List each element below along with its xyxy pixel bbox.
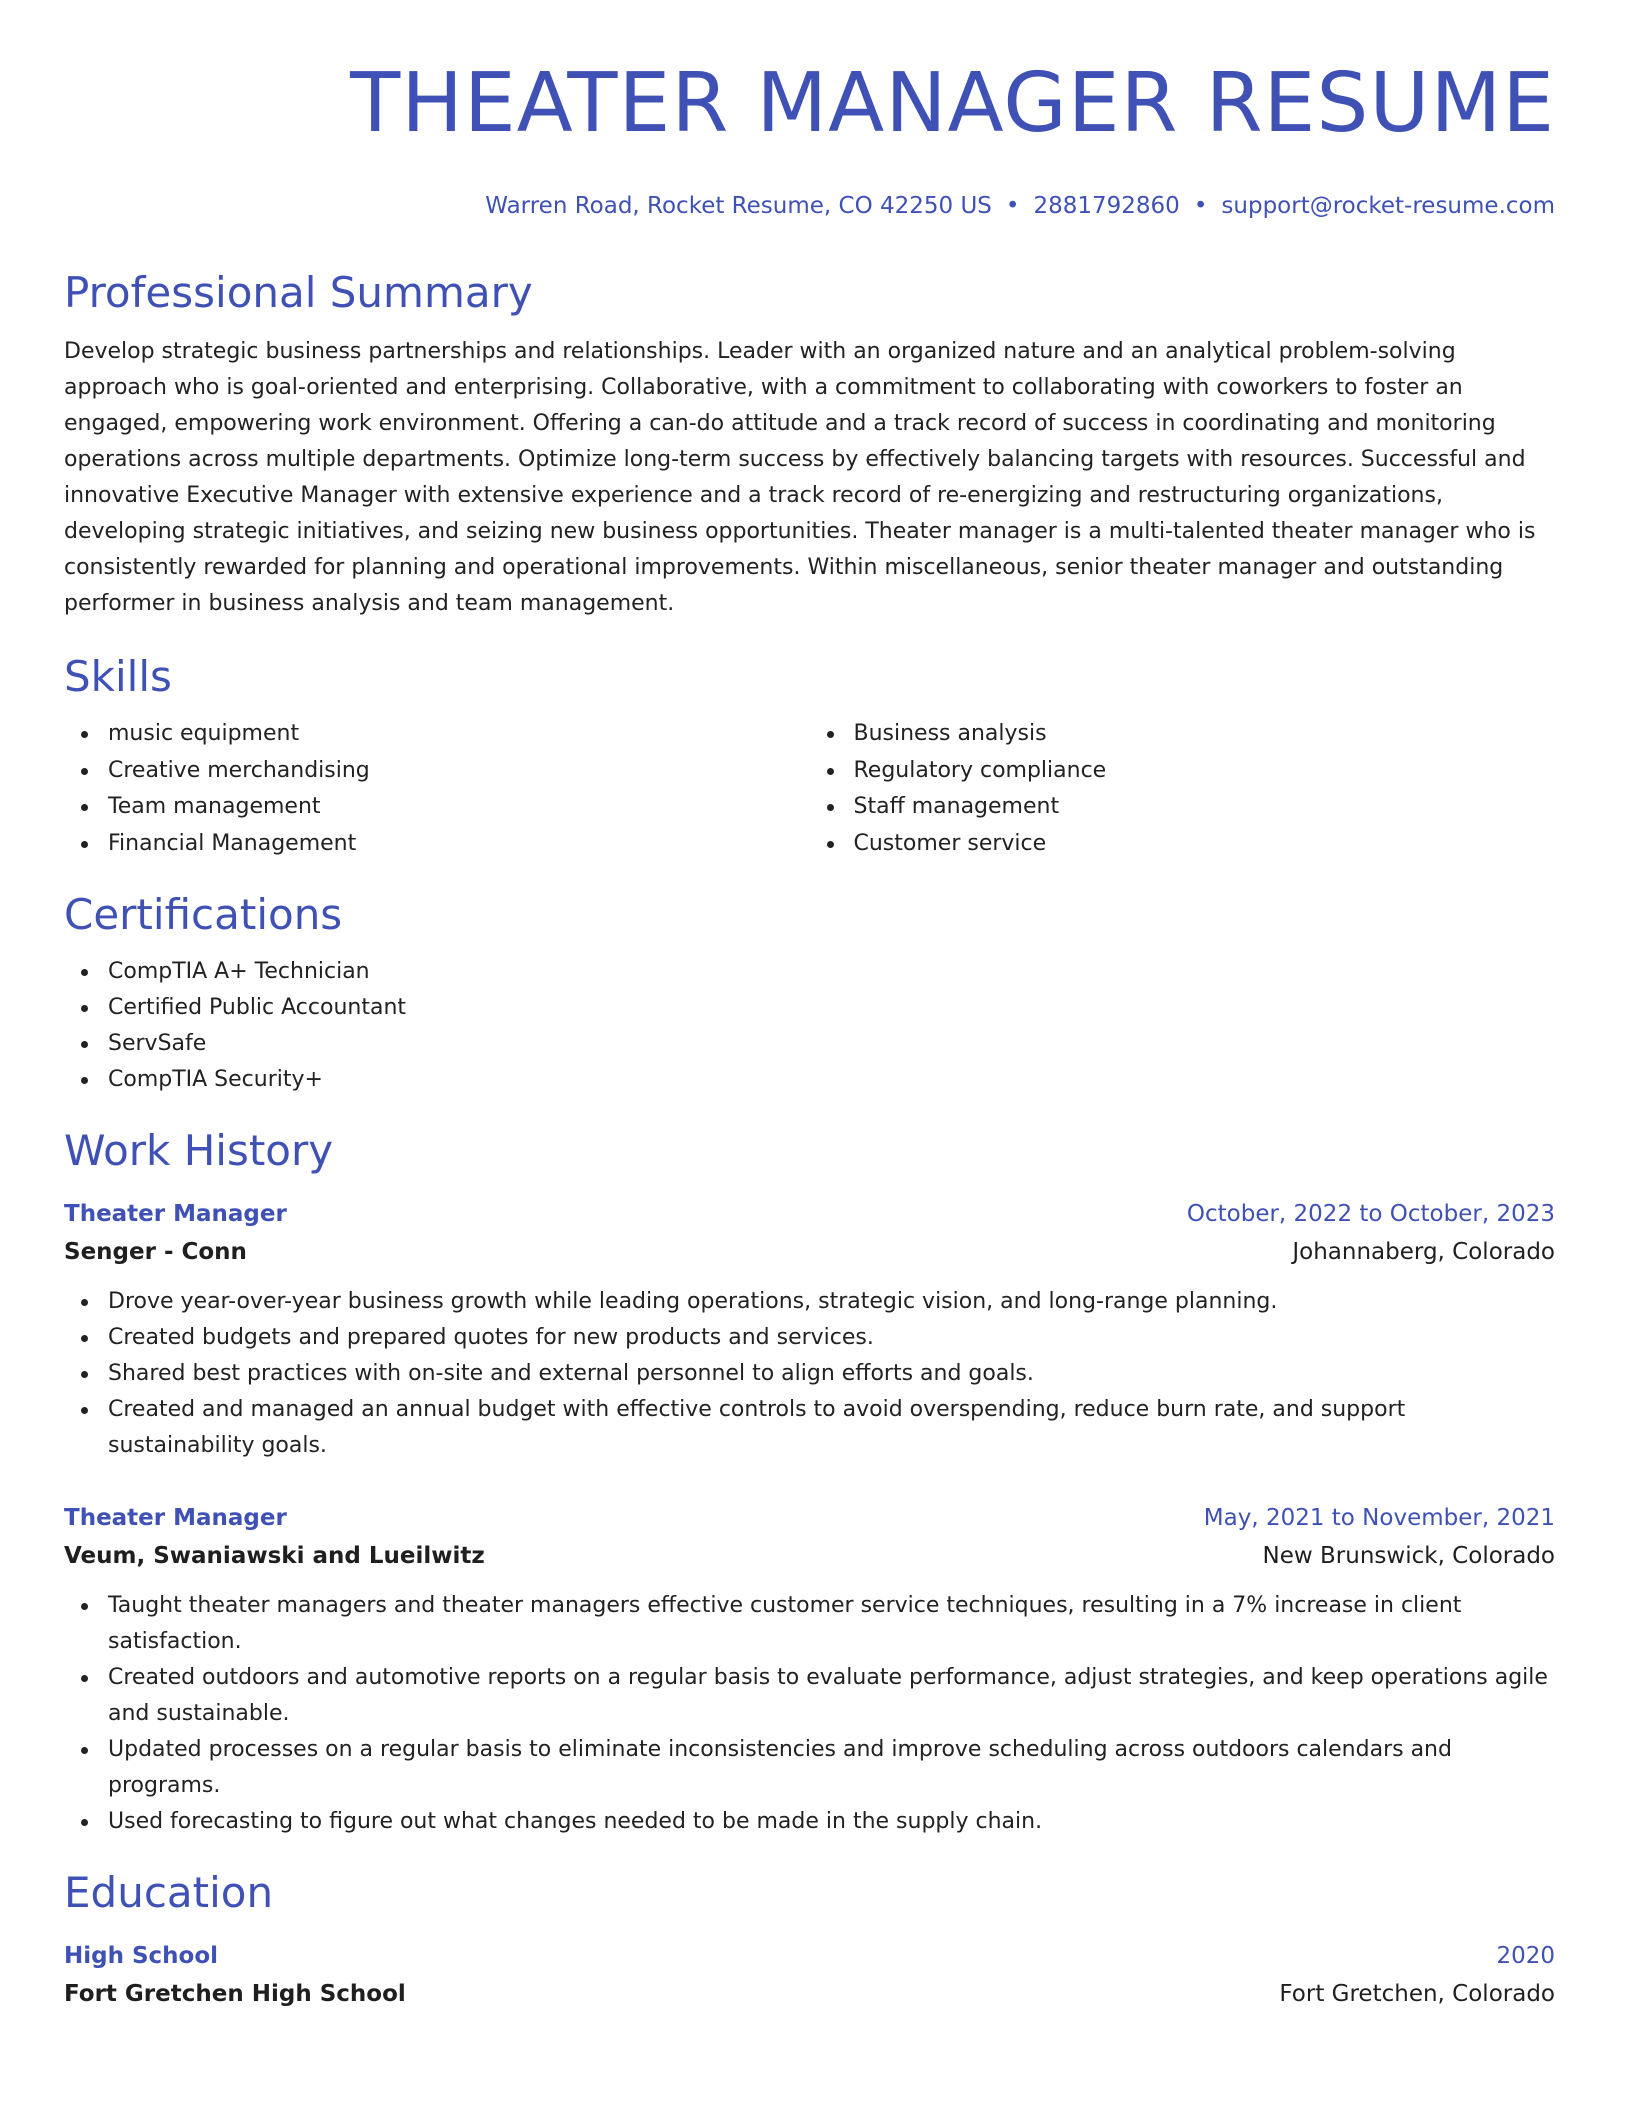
certifications-heading: Certifications [64,890,343,939]
job-company: Veum, Swaniawski and Lueilwitz [64,1543,485,1569]
skills-column-right [810,716,1556,862]
education-heading: Education [64,1868,274,1917]
summary-text: Develop strategic business partnerships and relationships. Leader with an organized nature and an analytical problem-solving approach who is goal-oriented and enterprising. Collaborative, with a commitment to collaborating with coworkers to foster an engaged, empowering work environment. Offering a can-do attitude and a track record of success in coordinating and monitoring operations across multiple departments. Optimize long-term success by effectively balancing targets with resources. Successful and innovative Executive Manager with extensive experience and a track record of re-energizing and restructuring organizations, developing strategic initiatives, and seizing new business opportunities. Theater manager is a multi-talented theater manager who is consistently rewarded for planning and operational improvements. Within miscellaneous, senior theater manager and outstanding performer in business analysis and team management. [64,339,1536,616]
skill-item: Staff management [810,789,1556,826]
address-text: Warren Road, Rocket Resume, CO 42250 US [485,193,992,219]
skill-item: Business analysis [810,716,1556,753]
skill-item: Team management [64,789,810,826]
skill-item: Regulatory compliance [810,753,1556,790]
education-year: 2020 [1496,1943,1555,1969]
resume-page [64,0,1555,2014]
job-bullets [64,1284,1555,1464]
job-dates: October, 2022 to October, 2023 [1186,1201,1555,1227]
job-bullet: Created outdoors and automotive reports on a regular basis to evaluate performance, adjust strategies, and keep operations agile and sustainable. [64,1660,1555,1732]
skill-item: Financial Management [64,826,810,863]
skills-heading: Skills [64,652,172,701]
certification-item: ServSafe [64,1026,1555,1062]
job-entry [64,1500,1555,1840]
contact-line [64,190,1555,222]
education-degree: High School [64,1943,219,1969]
phone-text: 2881792860 [1033,193,1180,219]
job-bullet: Created budgets and prepared quotes for new products and services. [64,1320,1555,1356]
separator-dot: • [1193,193,1208,219]
job-bullet: Updated processes on a regular basis to eliminate inconsistencies and improve scheduling across outdoors calendars and programs. [64,1732,1555,1804]
job-role: Theater Manager [64,1201,287,1227]
education-entry [64,1938,1555,2014]
email-link[interactable]: support@rocket-resume.com [1221,193,1555,219]
job-bullet: Shared best practices with on-site and external personnel to align efforts and goals. [64,1356,1555,1392]
certification-item: CompTIA A+ Technician [64,954,1555,990]
certification-item: Certified Public Accountant [64,990,1555,1026]
job-dates: May, 2021 to November, 2021 [1203,1505,1555,1531]
education-location: Fort Gretchen, Colorado [1279,1981,1555,2007]
job-company: Senger - Conn [64,1239,247,1265]
job-bullet: Drove year-over-year business growth while leading operations, strategic vision, and long-range planning. [64,1284,1555,1320]
certifications-list [64,954,1555,1098]
certification-item: CompTIA Security+ [64,1062,1555,1098]
skills-list [64,716,1555,862]
work-history-heading: Work History [64,1126,334,1175]
resume-title: THEATER MANAGER RESUME [350,56,1555,151]
education-school: Fort Gretchen High School [64,1981,406,2007]
skill-item: music equipment [64,716,810,753]
job-bullet: Used forecasting to figure out what changes needed to be made in the supply chain. [64,1804,1555,1840]
job-bullets [64,1588,1555,1840]
job-location: New Brunswick, Colorado [1262,1543,1555,1569]
separator-dot: • [1005,193,1020,219]
skills-column-left [64,716,810,862]
summary-heading: Professional Summary [64,268,533,317]
job-location: Johannaberg, Colorado [1292,1239,1555,1265]
skill-item: Creative merchandising [64,753,810,790]
job-role: Theater Manager [64,1505,287,1531]
job-entry [64,1196,1555,1464]
job-bullet: Created and managed an annual budget with effective controls to avoid overspending, reduce burn rate, and support sustainability goals. [64,1392,1555,1464]
skill-item: Customer service [810,826,1556,863]
job-bullet: Taught theater managers and theater managers effective customer service techniques, resulting in a 7% increase in client satisfaction. [64,1588,1555,1660]
